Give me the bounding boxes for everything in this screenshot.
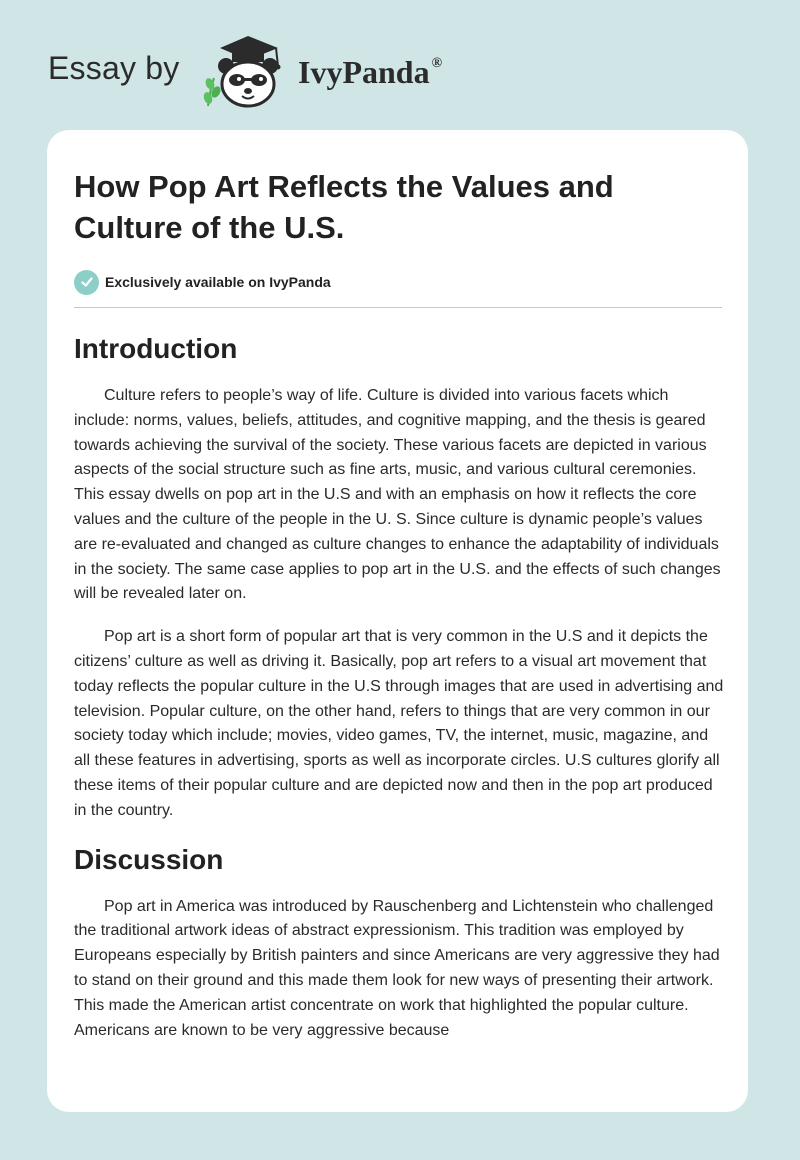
essay-content bbox=[74, 130, 724, 1043]
exclusive-label: Exclusively available on IvyPanda bbox=[105, 274, 331, 290]
divider bbox=[74, 307, 722, 308]
section-heading-introduction: Introduction bbox=[74, 333, 238, 364]
essay-card bbox=[47, 130, 748, 1112]
brand-label: IvyPanda bbox=[298, 54, 430, 90]
essay-title: How Pop Art Reflects the Values and Culture of the U.S. bbox=[74, 169, 614, 245]
site-header bbox=[48, 34, 508, 110]
registered-mark: ® bbox=[431, 56, 443, 71]
paragraph: Pop art is a short form of popular art that is very common in the U.S and it depicts the citizens’ culture as well as driving it. Basically, pop art refers to a visual art movement that today reflects the popular culture in the U.S through images that are used in advertising and television. Popular culture, on the other hand, refers to things that are very common in our society today which include; movies, video games, TV, the internet, music, magazine, and all these features in advertising, sports as well as incorporate circles. U.S cultures glorify all these items of their popular culture and are depicted now and then in the pop art produced in the country. bbox=[74, 628, 724, 819]
brand-name[interactable] bbox=[298, 54, 442, 91]
paragraph: Pop art in America was introduced by Rauschenberg and Lichtenstein who challenged the traditional artwork ideas of abstract expressionism. This tradition was employed by Europeans especially by British painters and since Americans are very aggressive they had to stand on their ground and this made them look for new ways of presenting their artwork. This made the American artist concentrate on work that highlighted the popular culture. Americans are known to be very aggressive because bbox=[74, 897, 720, 1039]
paragraph: Culture refers to people’s way of life. Culture is divided into various facets which include: norms, values, beliefs, attitudes, and cognitive mapping, and the thesis is geared towards achieving the survival of the society. These various facets are depicted in various aspects of the social structure such as fine arts, music, and various cultural ceremonies. This essay dwells on pop art in the U.S and with an emphasis on how it reflects the core values and the culture of the people in the U. S. Since culture is dynamic people’s values are re-evaluated and changed as culture changes to enhance the adaptability of individuals in the society. The same case applies to pop art in the U.S. and the effects of such changes will be revealed later on. bbox=[74, 387, 721, 603]
essay-by-label: Essay by bbox=[48, 50, 180, 86]
exclusive-notice bbox=[74, 268, 724, 296]
panda-logo-icon[interactable] bbox=[202, 34, 294, 110]
check-icon bbox=[74, 270, 99, 295]
section-heading-discussion: Discussion bbox=[74, 843, 224, 875]
